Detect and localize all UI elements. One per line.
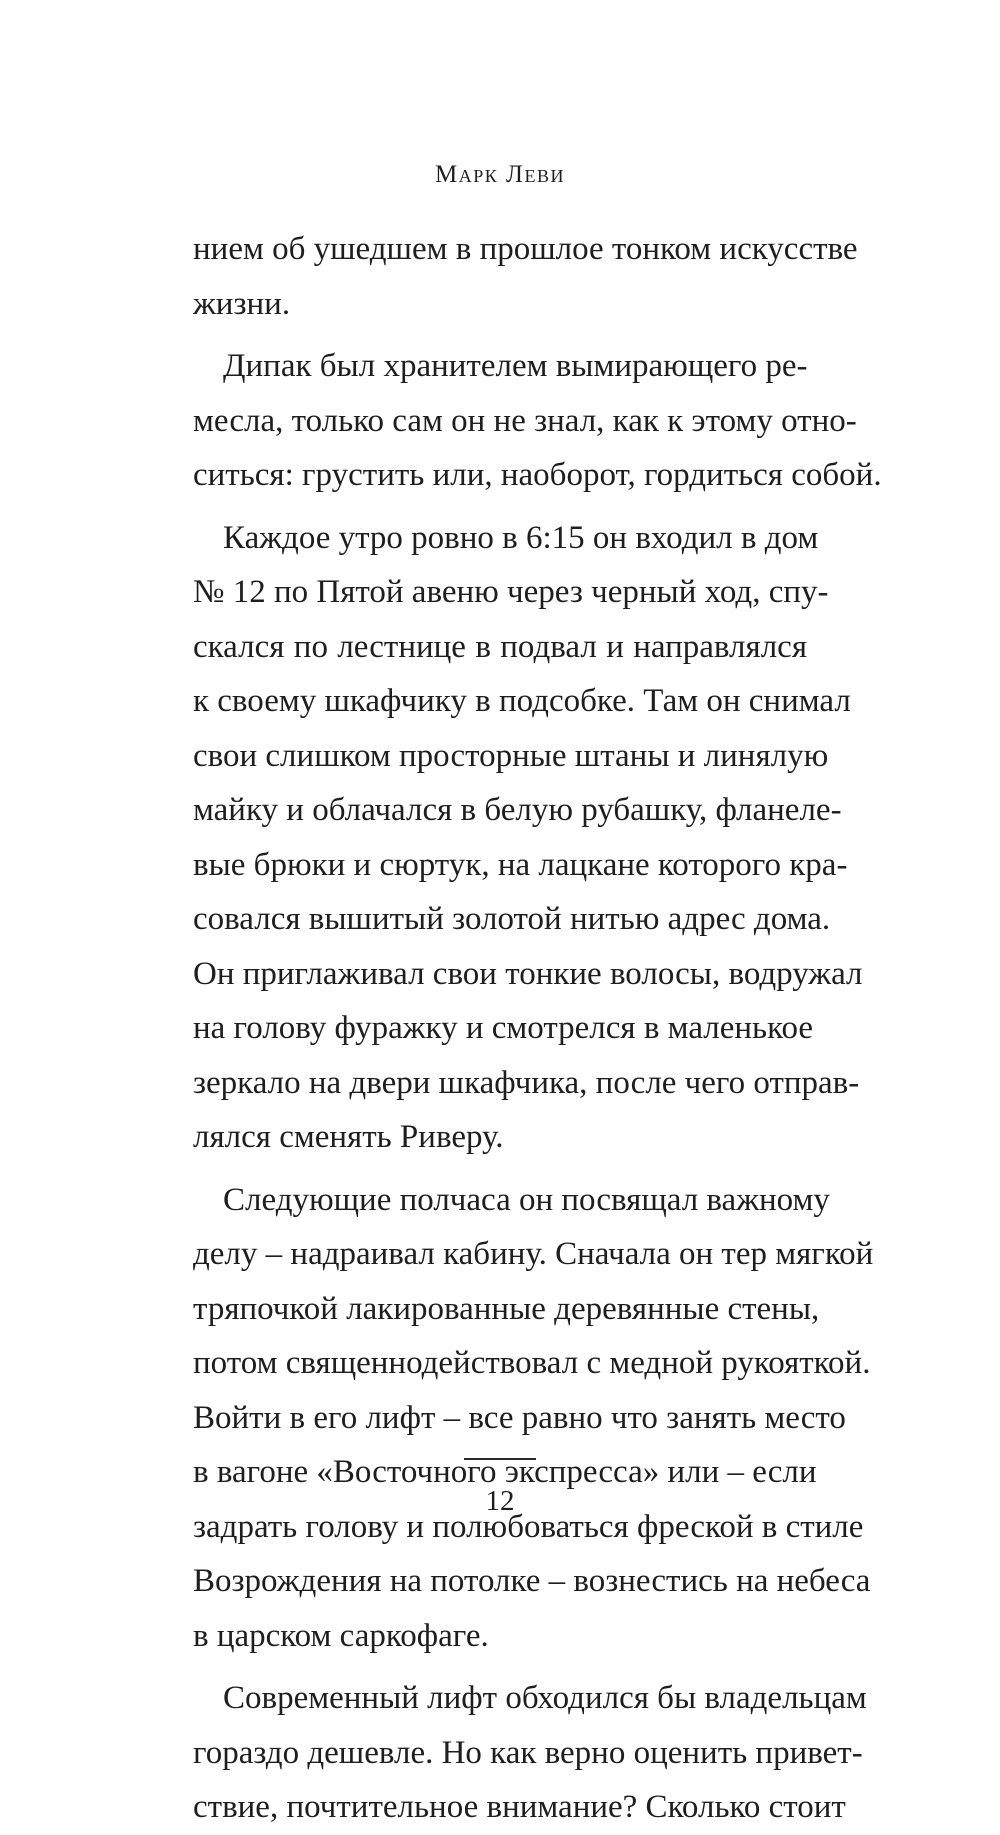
text-line: Каждое утро ровно в 6:15 он входил в дом: [223, 519, 819, 556]
paragraph-2: [193, 339, 882, 503]
paragraph-1: [193, 222, 858, 331]
text-line: Современный лифт обходился бы владельцам: [223, 1680, 867, 1716]
text-line: лялся сменять Риверу.: [193, 1119, 504, 1155]
text-line: Следующие полчаса он посвящал важному: [223, 1181, 830, 1218]
text-line: делу – надраивал кабину. Сначала он тер мягкой: [193, 1236, 874, 1272]
text-line: нием об ушедшем в прошлое тонком искусстве: [193, 231, 858, 267]
text-line: Возрождения на потолке – вознестись на небеса: [193, 1563, 871, 1599]
text-line: свои слишком просторные штаны и линялую: [193, 737, 829, 774]
text-line: в вагоне «Восточного экспресса» или – если: [193, 1454, 817, 1490]
text-line: жизни.: [193, 285, 291, 322]
text-line: майку и облачался в белую рубашку, фланеле-: [193, 792, 842, 828]
text-line: к своему шкафчику в подсобке. Там он снимал: [193, 683, 851, 719]
text-line: скался по лестнице в подвал и направлялся: [193, 628, 807, 665]
running-head-author: Марк Леви: [435, 161, 565, 188]
text-line: в царском саркофаге.: [193, 1617, 489, 1654]
page-number: 12: [485, 1485, 515, 1517]
paragraph-4: [193, 1173, 874, 1664]
text-line: задрать голову и полюбоваться фреской в стиле: [193, 1508, 864, 1545]
text-line: тряпочкой лакированные деревянные стены,: [193, 1290, 820, 1327]
footer-divider: [464, 1458, 536, 1460]
text-line: совался вышитый золотой нитью адрес дома.: [193, 901, 831, 937]
text-line: № 12 по Пятой авеню через черный ход, спу-: [193, 574, 829, 610]
paragraph-5: [193, 1671, 867, 1835]
text-line: ствие, почтительное внимание? Сколько стоит: [193, 1789, 846, 1825]
text-line: вые брюки и сюртук, на лацкане которого кра-: [193, 846, 848, 883]
text-line: ситься: грустить или, наоборот, гордиться собой.: [193, 457, 882, 493]
paragraph-3: [193, 511, 863, 1165]
text-line: на голову фуражку и смотрелся в маленькое: [193, 1010, 814, 1046]
text-line: Дипак был хранителем вымирающего ре-: [223, 348, 808, 384]
body-text: [193, 222, 882, 1835]
text-line: гораздо дешевле. Но как верно оценить привет-: [193, 1734, 863, 1771]
text-line: Войти в его лифт – все равно что занять место: [193, 1399, 846, 1436]
text-line: месла, только сам он не знал, как к этому отно-: [193, 402, 857, 439]
text-line: Он приглаживал свои тонкие волосы, водружал: [193, 955, 863, 992]
text-line: зеркало на двери шкафчика, после чего отправ-: [193, 1064, 860, 1101]
text-line: потом священнодействовал с медной рукояткой.: [193, 1345, 871, 1381]
